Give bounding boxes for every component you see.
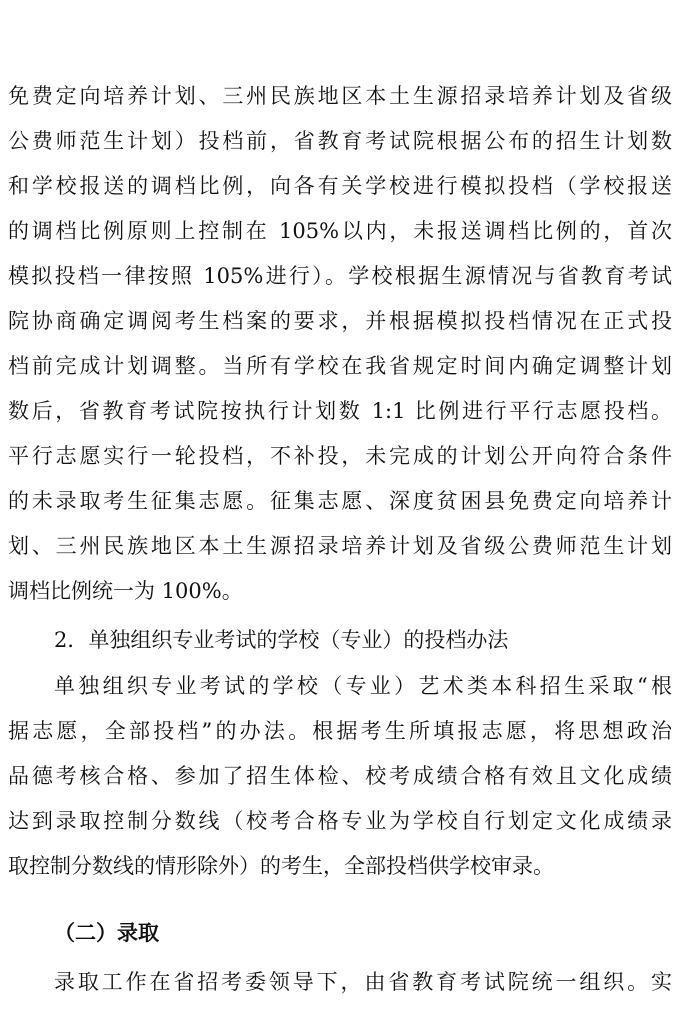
paragraph-line: 免费定向培养计划、三州民族地区本土生源招录培养计划及省级	[8, 84, 672, 108]
paragraph-line: 模拟投档一律按照 105%进行）。学校根据生源情况与省教育考试	[8, 264, 672, 288]
paragraph-line: 院协商确定调阅考生档案的要求，并根据模拟投档情况在正式投	[8, 309, 672, 333]
paragraph-line: 据志愿，全部投档”的办法。根据考生所填报志愿，将思想政治	[8, 719, 672, 743]
paragraph-first-line: 录取工作在省招考委领导下，由省教育考试院统一组织。实	[54, 970, 672, 994]
paragraph-line: 档前完成计划调整。当所有学校在我省规定时间内确定调整计划	[8, 354, 672, 378]
paragraph-line: 的未录取考生征集志愿。征集志愿、深度贫困县免费定向培养计	[8, 489, 672, 513]
paragraph-line: 的调档比例原则上控制在 105%以内，未报送调档比例的，首次	[8, 219, 672, 243]
section-heading-2: 2．单独组织专业考试的学校（专业）的投档办法	[54, 628, 509, 652]
paragraph-line: 划、三州民族地区本土生源招录培养计划及省级公费师范生计划	[8, 534, 672, 558]
paragraph-line: 品德考核合格、参加了招生体检、校考成绩合格有效且文化成绩	[8, 764, 672, 788]
paragraph-first-line: 单独组织专业考试的学校（专业）艺术类本科招生采取“根	[54, 674, 672, 698]
section-heading-admission: （二）录取	[54, 920, 159, 945]
paragraph-line: 平行志愿实行一轮投档，不补投，未完成的计划公开向符合条件	[8, 444, 672, 468]
paragraph-line-last: 调档比例统一为 100%。	[8, 579, 243, 603]
paragraph-line: 达到录取控制分数线（校考合格专业为学校自行划定文化成绩录	[8, 809, 672, 833]
paragraph-line: 和学校报送的调档比例，向各有关学校进行模拟投档（学校报送	[8, 174, 672, 198]
paragraph-line: 公费师范生计划）投档前，省教育考试院根据公布的招生计划数	[8, 129, 672, 153]
paragraph-line: 数后，省教育考试院按执行计划数 1:1 比例进行平行志愿投档。	[8, 399, 672, 423]
paragraph-line-last: 取控制分数线的情形除外）的考生，全部投档供学校审录。	[8, 854, 554, 878]
